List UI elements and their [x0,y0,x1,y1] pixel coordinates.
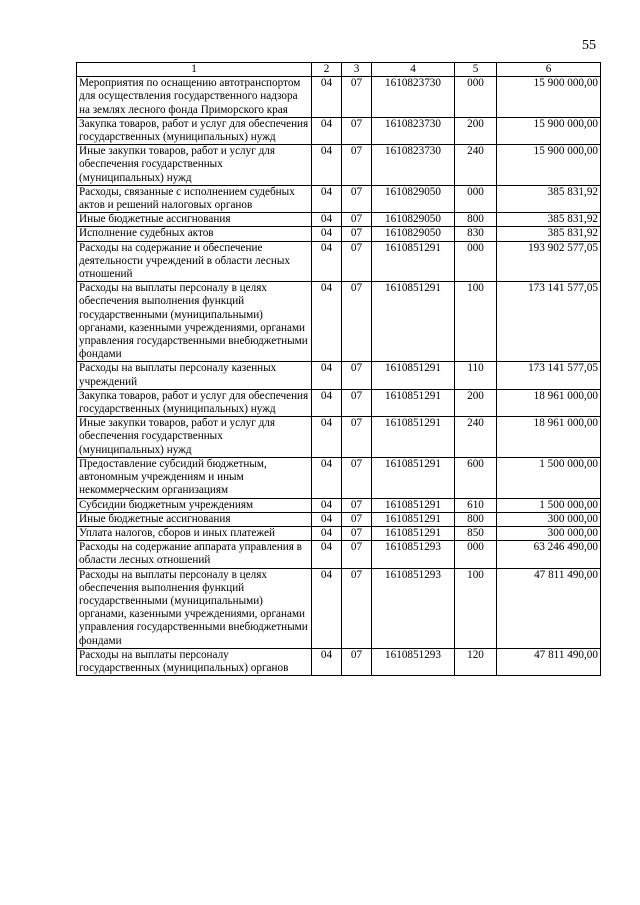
table-row [77,457,601,498]
row-subsection: 07 [342,241,372,282]
row-target-article: 1610851291 [372,512,455,526]
row-expense-type: 000 [455,77,497,118]
row-amount: 63 246 490,00 [497,541,601,568]
row-expense-type: 100 [455,282,497,362]
row-amount: 47 811 490,00 [497,568,601,648]
row-expense-type: 800 [455,512,497,526]
row-name: Мероприятия по оснащению автотранспортом для осуществления государственного надзора на землях лесного фонда Приморского края [77,77,312,118]
row-expense-type: 610 [455,498,497,512]
table-row [77,117,601,144]
row-section: 04 [312,568,342,648]
table-row [77,282,601,362]
row-target-article: 1610851291 [372,457,455,498]
row-amount: 1 500 000,00 [497,457,601,498]
row-section: 04 [312,457,342,498]
row-name: Расходы, связанные с исполнением судебных актов и решений налоговых органов [77,185,312,212]
table-row [77,512,601,526]
row-expense-type: 850 [455,526,497,540]
budget-table [76,62,601,676]
row-name: Закупка товаров, работ и услуг для обеспечения государственных (муниципальных) нужд [77,117,312,144]
row-amount: 18 961 000,00 [497,389,601,416]
row-section: 04 [312,362,342,389]
row-name: Расходы на выплаты персоналу государственных (муниципальных) органов [77,648,312,675]
row-section: 04 [312,145,342,186]
row-subsection: 07 [342,227,372,241]
row-target-article: 1610851293 [372,541,455,568]
row-expense-type: 240 [455,145,497,186]
table-row [77,227,601,241]
row-target-article: 1610851293 [372,568,455,648]
table-row [77,185,601,212]
row-section: 04 [312,512,342,526]
row-subsection: 07 [342,389,372,416]
row-name: Субсидии бюджетным учреждениям [77,498,312,512]
row-amount: 385 831,92 [497,213,601,227]
row-amount: 173 141 577,05 [497,282,601,362]
row-amount: 18 961 000,00 [497,417,601,458]
row-section: 04 [312,241,342,282]
table-row [77,648,601,675]
row-target-article: 1610829050 [372,185,455,212]
row-target-article: 1610851291 [372,282,455,362]
row-subsection: 07 [342,213,372,227]
table-row [77,241,601,282]
table-row [77,541,601,568]
row-subsection: 07 [342,498,372,512]
row-target-article: 1610823730 [372,145,455,186]
row-expense-type: 110 [455,362,497,389]
row-subsection: 07 [342,568,372,648]
row-target-article: 1610851291 [372,362,455,389]
table-row [77,568,601,648]
row-name: Предоставление субсидий бюджетным, автономным учреждениям и иным некоммерческим организациям [77,457,312,498]
row-target-article: 1610829050 [372,227,455,241]
column-header-name: 1 [77,63,312,77]
column-header-amount: 6 [497,63,601,77]
column-header-expense-type: 5 [455,63,497,77]
table-row [77,498,601,512]
table-row [77,145,601,186]
row-name: Уплата налогов, сборов и иных платежей [77,526,312,540]
row-expense-type: 200 [455,389,497,416]
row-subsection: 07 [342,512,372,526]
row-amount: 47 811 490,00 [497,648,601,675]
page-number: 55 [582,38,596,53]
row-name: Расходы на выплаты персоналу казенных учреждений [77,362,312,389]
row-expense-type: 240 [455,417,497,458]
row-amount: 300 000,00 [497,512,601,526]
row-subsection: 07 [342,457,372,498]
row-section: 04 [312,541,342,568]
row-amount: 1 500 000,00 [497,498,601,512]
row-subsection: 07 [342,282,372,362]
row-subsection: 07 [342,117,372,144]
row-expense-type: 200 [455,117,497,144]
header-row [77,63,601,77]
row-subsection: 07 [342,362,372,389]
row-subsection: 07 [342,541,372,568]
table-row [77,526,601,540]
row-target-article: 1610851291 [372,417,455,458]
row-expense-type: 600 [455,457,497,498]
row-expense-type: 100 [455,568,497,648]
row-subsection: 07 [342,77,372,118]
row-section: 04 [312,389,342,416]
row-amount: 15 900 000,00 [497,145,601,186]
row-amount: 385 831,92 [497,227,601,241]
row-amount: 15 900 000,00 [497,117,601,144]
row-section: 04 [312,282,342,362]
row-amount: 385 831,92 [497,185,601,212]
row-expense-type: 000 [455,541,497,568]
row-section: 04 [312,117,342,144]
row-amount: 300 000,00 [497,526,601,540]
row-section: 04 [312,227,342,241]
row-target-article: 1610823730 [372,77,455,118]
row-amount: 15 900 000,00 [497,77,601,118]
row-expense-type: 000 [455,241,497,282]
row-name: Иные бюджетные ассигнования [77,512,312,526]
row-section: 04 [312,648,342,675]
row-expense-type: 800 [455,213,497,227]
row-target-article: 1610851291 [372,526,455,540]
table-row [77,417,601,458]
row-subsection: 07 [342,526,372,540]
row-name: Иные закупки товаров, работ и услуг для обеспечения государственных (муниципальных) нужд [77,417,312,458]
table-row [77,389,601,416]
row-section: 04 [312,498,342,512]
row-subsection: 07 [342,417,372,458]
row-section: 04 [312,213,342,227]
row-target-article: 1610851293 [372,648,455,675]
row-expense-type: 830 [455,227,497,241]
row-name: Расходы на содержание аппарата управления в области лесных отношений [77,541,312,568]
row-target-article: 1610851291 [372,389,455,416]
row-target-article: 1610829050 [372,213,455,227]
row-subsection: 07 [342,648,372,675]
row-name: Закупка товаров, работ и услуг для обеспечения государственных (муниципальных) нужд [77,389,312,416]
row-name: Расходы на содержание и обеспечение деятельности учреждений в области лесных отношений [77,241,312,282]
row-section: 04 [312,417,342,458]
row-section: 04 [312,526,342,540]
row-name: Исполнение судебных актов [77,227,312,241]
column-header-target-article: 4 [372,63,455,77]
row-target-article: 1610851291 [372,241,455,282]
column-header-section: 2 [312,63,342,77]
row-amount: 173 141 577,05 [497,362,601,389]
row-name: Расходы на выплаты персоналу в целях обеспечения выполнения функций государственными (муниципальными) органами, казенными учреждениями, органами управления государственными внебюджетными фондами [77,568,312,648]
row-target-article: 1610823730 [372,117,455,144]
row-section: 04 [312,77,342,118]
row-amount: 193 902 577,05 [497,241,601,282]
row-section: 04 [312,185,342,212]
row-subsection: 07 [342,145,372,186]
row-expense-type: 120 [455,648,497,675]
row-name: Расходы на выплаты персоналу в целях обеспечения выполнения функций государственными (муниципальными) органами, казенными учреждениями, органами управления государственными внебюджетными фондами [77,282,312,362]
row-subsection: 07 [342,185,372,212]
row-name: Иные бюджетные ассигнования [77,213,312,227]
table-row [77,213,601,227]
column-header-subsection: 3 [342,63,372,77]
row-name: Иные закупки товаров, работ и услуг для обеспечения государственных (муниципальных) нужд [77,145,312,186]
row-expense-type: 000 [455,185,497,212]
table-row [77,77,601,118]
table-row [77,362,601,389]
row-target-article: 1610851291 [372,498,455,512]
